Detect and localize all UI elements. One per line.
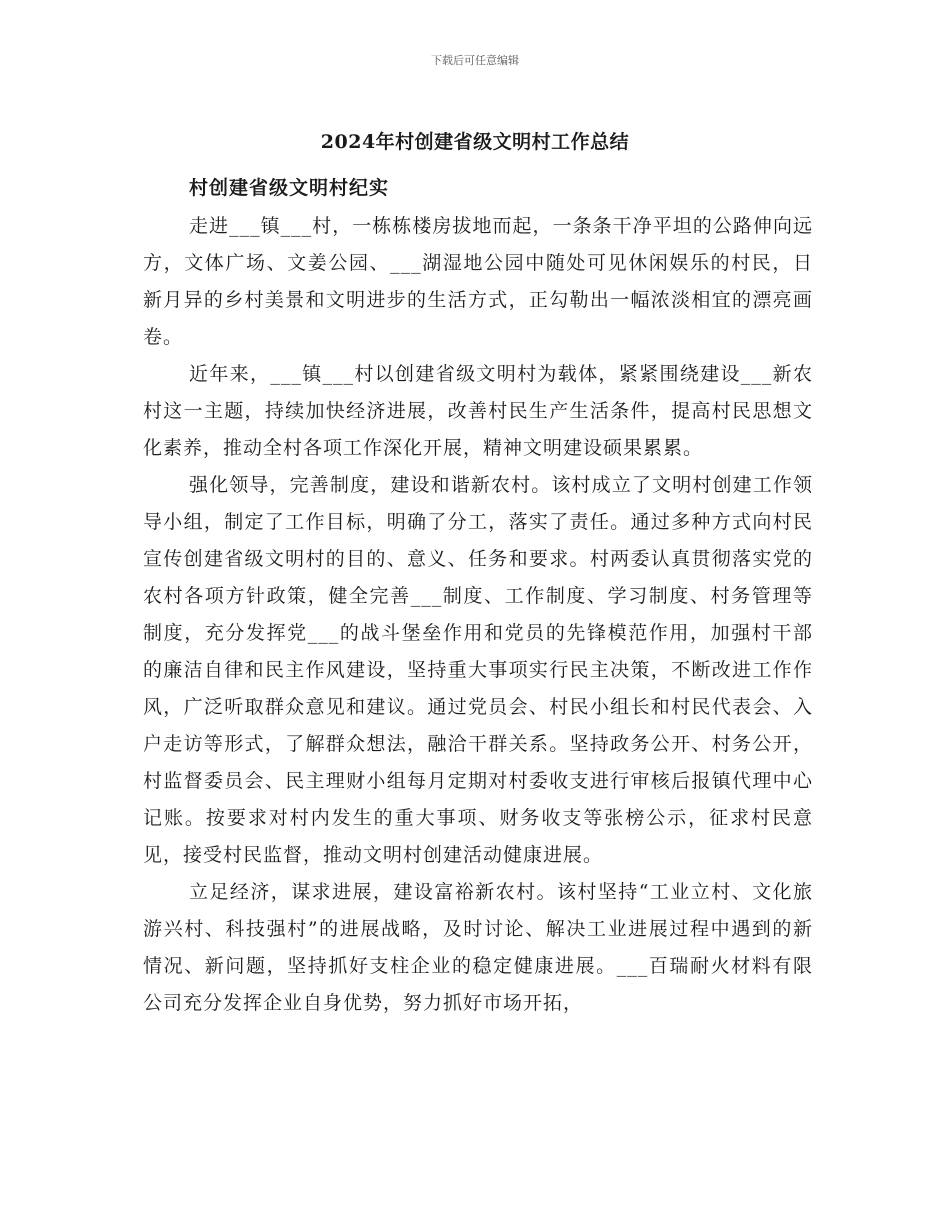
paragraph-recent-years: 近年来，___镇___村以创建省级文明村为载体，紧紧围绕建设___新农村这一主题，持续加快经济进展，改善村民生产生活条件，提高村民思想文化素养，推动全村各项工作深化开展，精神文明建设硕果累累。	[143, 363, 813, 459]
paragraph-intro: 走进___镇___村，一栋栋楼房拔地而起，一条条干净平坦的公路伸向远方，文体广场、文姜公园、___湖湿地公园中随处可见休闲娱乐的村民，日新月异的乡村美景和文明进步的生活方式，正勾勒出一幅浓淡相宜的漂亮画卷。	[143, 215, 813, 348]
paragraph-leadership: 强化领导，完善制度，建设和谐新农村。该村成立了文明村创建工作领导小组，制定了工作目标，明确了分工，落实了责任。通过多种方式向村民宣传创建省级文明村的目的、意义、任务和要求。村两委认真贯彻落实党的农村各项方针政策，健全完善___制度、工作制度、学习制度、村务管理等制度，充分发挥党___的战斗堡垒作用和党员的先锋模范作用，加强村干部的廉洁自律和民主作风建设，坚持重大事项实行民主决策，不断改进工作作风，广泛听取群众意见和建议。通过党员会、村民小组长和村民代表会、入户走访等形式，了解群众想法，融洽干群关系。坚持政务公开、村务公开，村监督委员会、民主理财小组每月定期对村委收支进行审核后报镇代理中心记账。按要求对村内发生的重大事项、财务收支等张榜公示，征求村民意见，接受村民监督，推动文明村创建活动健康进展。	[143, 474, 813, 866]
document-title: 2024年村创建省级文明村工作总结	[320, 131, 630, 153]
header-note: 下载后可任意编辑	[431, 54, 519, 67]
section-heading: 村创建省级文明村纪实	[189, 177, 390, 199]
paragraph-economy: 立足经济，谋求进展，建设富裕新农村。该村坚持“工业立村、文化旅游兴村、科技强村”的进展战略，及时讨论、解决工业进展过程中遇到的新情况、新问题，坚持抓好支柱企业的稳定健康进展。___百瑞耐火材料有限公司充分发挥企业自身优势，努力抓好市场开拓，	[143, 881, 813, 1014]
document-body	[143, 208, 813, 1022]
